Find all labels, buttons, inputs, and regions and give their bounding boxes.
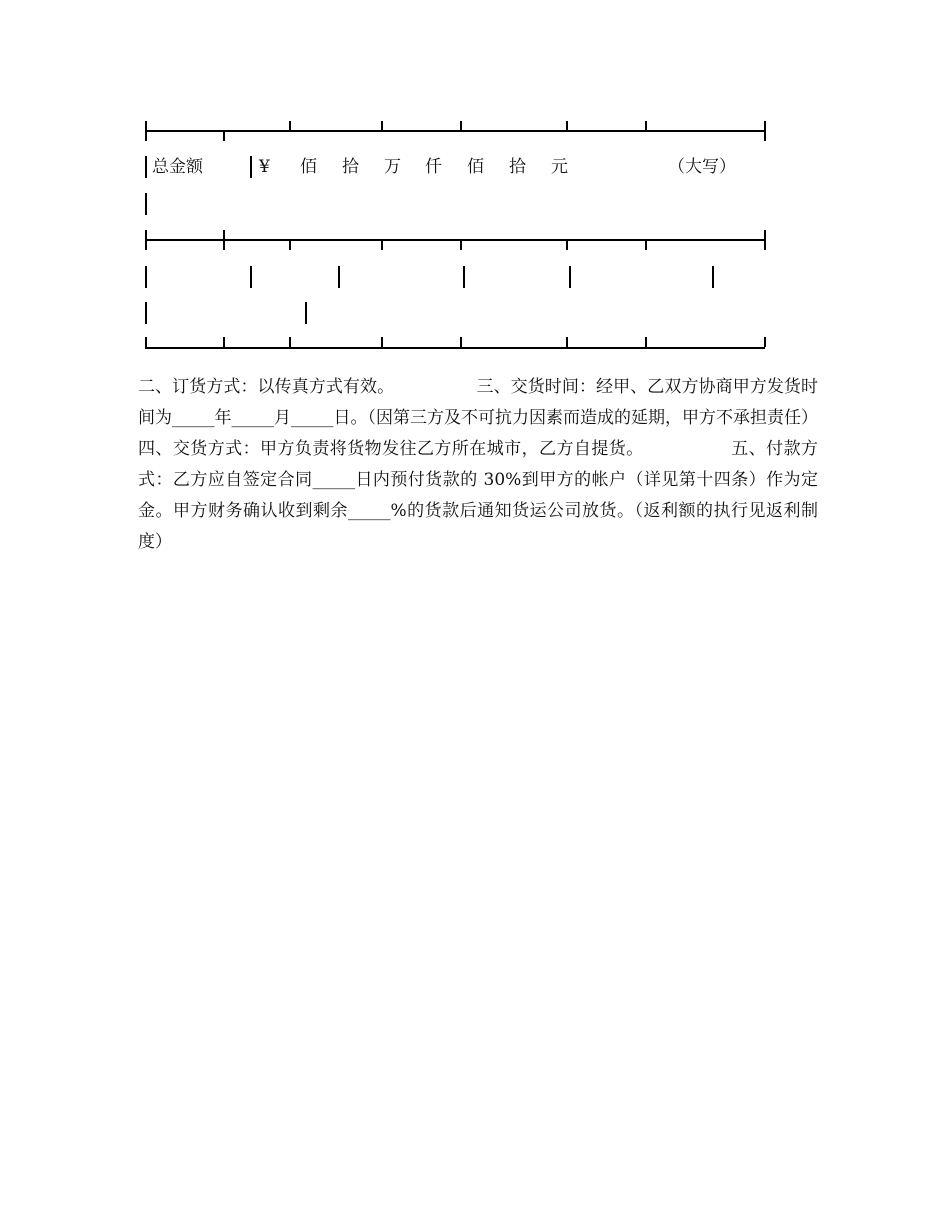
clause-payment-method: 五、付款方式：乙方应自签定合同_____日内预付货款的 30%到甲方的帐户（详见第十四条）作为定金。甲方财务确认收到剩余_____%的货款后通知货运公司放货。（返利额的执行见返利制度） <box>138 439 819 552</box>
table-tick <box>223 337 225 347</box>
unit-label: 拾 <box>342 157 359 177</box>
uppercase-note: （大写） <box>668 157 736 177</box>
unit-label: 佰 <box>300 157 317 177</box>
table-tick <box>289 121 291 131</box>
cell-border <box>145 156 147 178</box>
unit-label: 元 <box>551 157 568 177</box>
contract-clauses <box>138 372 818 558</box>
unit-label: 万 <box>384 157 401 177</box>
table-tick <box>645 240 647 250</box>
table-tick <box>764 230 766 250</box>
cell-border <box>250 156 252 178</box>
table-tick <box>381 121 383 131</box>
table-tick <box>645 121 647 131</box>
cell-border <box>145 302 147 324</box>
cell-border <box>338 266 340 288</box>
currency-symbol: ¥ <box>259 157 270 177</box>
table-tick <box>566 121 568 131</box>
table-tick <box>764 121 766 141</box>
clause-ordering-method: 二、订货方式：以传真方式有效。 <box>138 377 395 397</box>
table-tick <box>289 337 291 347</box>
clause-delivery-method: 四、交货方式：甲方负责将货物发往乙方所在城市，乙方自提货。 <box>138 439 644 459</box>
table-tick <box>566 337 568 347</box>
table-tick <box>289 240 291 250</box>
table-tick <box>223 131 225 141</box>
table-tick <box>145 121 147 141</box>
table-tick <box>381 240 383 250</box>
cell-border <box>145 266 147 288</box>
cell-border <box>305 302 307 324</box>
table-tick <box>764 337 766 347</box>
table-tick <box>460 121 462 131</box>
table-tick <box>145 337 147 347</box>
table-tick <box>145 230 147 250</box>
table-tick <box>460 240 462 250</box>
unit-label: 佰 <box>467 157 484 177</box>
cell-border <box>145 193 147 215</box>
table-tick <box>645 337 647 347</box>
total-amount-label: 总金额 <box>152 157 203 177</box>
table-bottom-rule <box>145 347 765 349</box>
table-top-rule <box>145 130 765 132</box>
cell-border <box>250 266 252 288</box>
cell-border <box>569 266 571 288</box>
table-tick <box>381 337 383 347</box>
cell-border <box>712 266 714 288</box>
table-tick <box>566 240 568 250</box>
unit-label: 拾 <box>509 157 526 177</box>
unit-label: 仟 <box>425 157 442 177</box>
table-middle-rule <box>145 239 765 241</box>
table-tick <box>460 337 462 347</box>
clause-delivery-time: 三、交货时间：经甲、乙双方协商甲方发货时间为_____年_____月_____日。（因第三方及不可抗力因素而造成的延期，甲方不承担责任） <box>138 377 819 428</box>
cell-border <box>463 266 465 288</box>
table-tick <box>223 230 225 250</box>
